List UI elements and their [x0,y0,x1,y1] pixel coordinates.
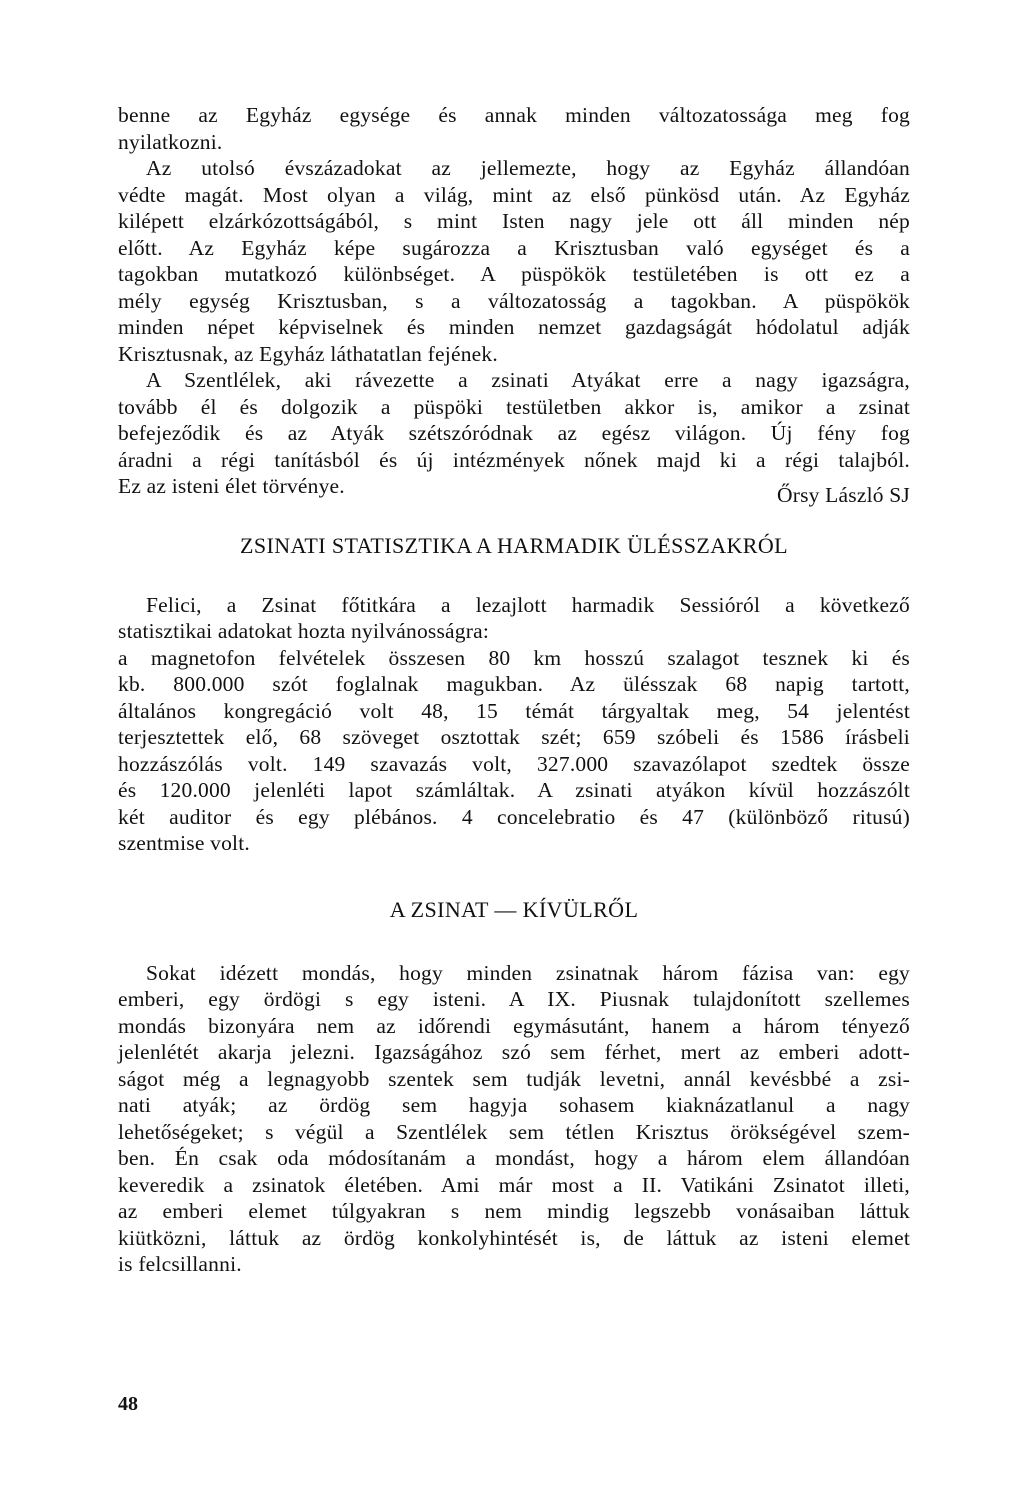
closing-line [118,473,910,507]
text-line: Krisztusnak, az Egyház láthatatlan fejének. [118,341,498,366]
text-line: minden népet képviselnek és minden nemzet gazdagságát hódolatul adják [118,315,910,339]
author-signature: Őrsy László SJ [777,483,910,507]
text-line: terjesztettek elő, 68 szöveget osztottak szét; 659 szóbeli és 1586 írásbeli [118,725,910,749]
text-line: védte magát. Most olyan a világ, mint az első pünkösd után. Az Egyház [118,182,910,207]
section-outside [118,960,910,1278]
text-line: szentmise volt. [118,831,250,855]
text-line: hozzászólás volt. 149 szavazás volt, 327.000 szavazólapot szedtek össze [118,751,910,776]
text-line: befejeződik és az Atyák szétszóródnak az egész világon. Új fény fog [118,421,910,445]
text-line: mondás bizonyára nem az időrendi egymásutánt, hanem a három tényező [118,1013,910,1038]
text-line: Az utolsó évszázadokat az jellemezte, hogy az Egyház állandóan [146,156,910,180]
section-statistics [118,592,910,857]
text-line: emberi, egy ördögi s egy isteni. A IX. Piusnak tulajdonított szellemes [118,987,910,1011]
text-line: A Szentlélek, aki rávezette a zsinati Atyákat erre a nagy igazságra, [146,368,910,392]
text-line: Sokat idézett mondás, hogy minden zsinatnak három fázisa van: egy [146,960,910,985]
text-line: tagokban mutatkozó különbséget. A püspökök testületében is ott ez a [118,262,910,286]
text-line: kb. 800.000 szót foglalnak magukban. Az ülésszak 68 napig tartott, [118,672,910,696]
text-line: benne az Egyház egysége és annak minden változatossága meg fog [118,103,910,127]
text-line: tovább él és dolgozik a püspöki testületben akkor is, amikor a zsinat [118,394,910,419]
text-line: kilépett elzárkózottságából, s mint Isten nagy jele ott áll minden nép [118,209,910,233]
section-heading-statistics: ZSINATI STATISZTIKA A HARMADIK ÜLÉSSZAKRÓL [240,532,788,558]
text-line: áradni a régi tanításból és új intézmények nőnek majd ki a régi talajból. [118,447,910,472]
text-line: ben. Én csak oda módosítanám a mondást, hogy a három elem állandóan [118,1146,910,1170]
text-line: mély egység Krisztusban, s a változatosság a tagokban. A püspökök [118,288,910,313]
text-line: két auditor és egy plébános. 4 concelebratio és 47 (különböző ritusú) [118,804,910,829]
text-line: nati atyák; az ördög sem hagyja sohasem kiaknázatlanul a nagy [118,1093,910,1117]
text-line: és 120.000 jelenléti lapot számláltak. A zsinati atyákon kívül hozzászólt [118,778,910,802]
section-heading-outside: A ZSINAT — KÍVÜLRŐL [389,896,639,922]
text-line: is felcsillanni. [118,1252,242,1276]
text-line: Felici, a Zsinat főtitkára a lezajlott harmadik Sessióról a következő [146,592,910,617]
text-line: kiütközni, láttuk az ördög konkolyhintését is, de láttuk az isteni elemet [118,1225,910,1250]
text-line: Ez az isteni élet törvénye. [118,474,345,498]
section-closing-article [118,102,910,507]
text-line: nyilatkozni. [118,129,223,154]
text-line: jelenlétét akarja jelezni. Igazságához szó sem férhet, mert az emberi adott- [118,1040,910,1064]
text-line: statisztikai adatokat hozta nyilvánosságra: [118,619,490,643]
text-line: az emberi elemet túlgyakran s nem mindig legszebb vonásaiban láttuk [118,1199,910,1223]
text-line: ságot még a legnagyobb szentek sem tudják levetni, annál kevésbbé a zsi- [118,1066,910,1091]
text-line: a magnetofon felvételek összesen 80 km hosszú szalagot tesznek ki és [118,645,910,670]
text-line: lehetőségeket; s végül a Szentlélek sem tétlen Krisztus örökségével szem- [118,1119,910,1144]
text-line: előtt. Az Egyház képe sugározza a Krisztusban való egységet és a [118,235,910,260]
page-content [118,102,910,1278]
page-number: 48 [118,1393,138,1415]
text-line: keveredik a zsinatok életében. Ami már most a II. Vatikáni Zsinatot illeti, [118,1172,910,1197]
text-line: általános kongregáció volt 48, 15 témát tárgyaltak meg, 54 jelentést [118,698,910,723]
